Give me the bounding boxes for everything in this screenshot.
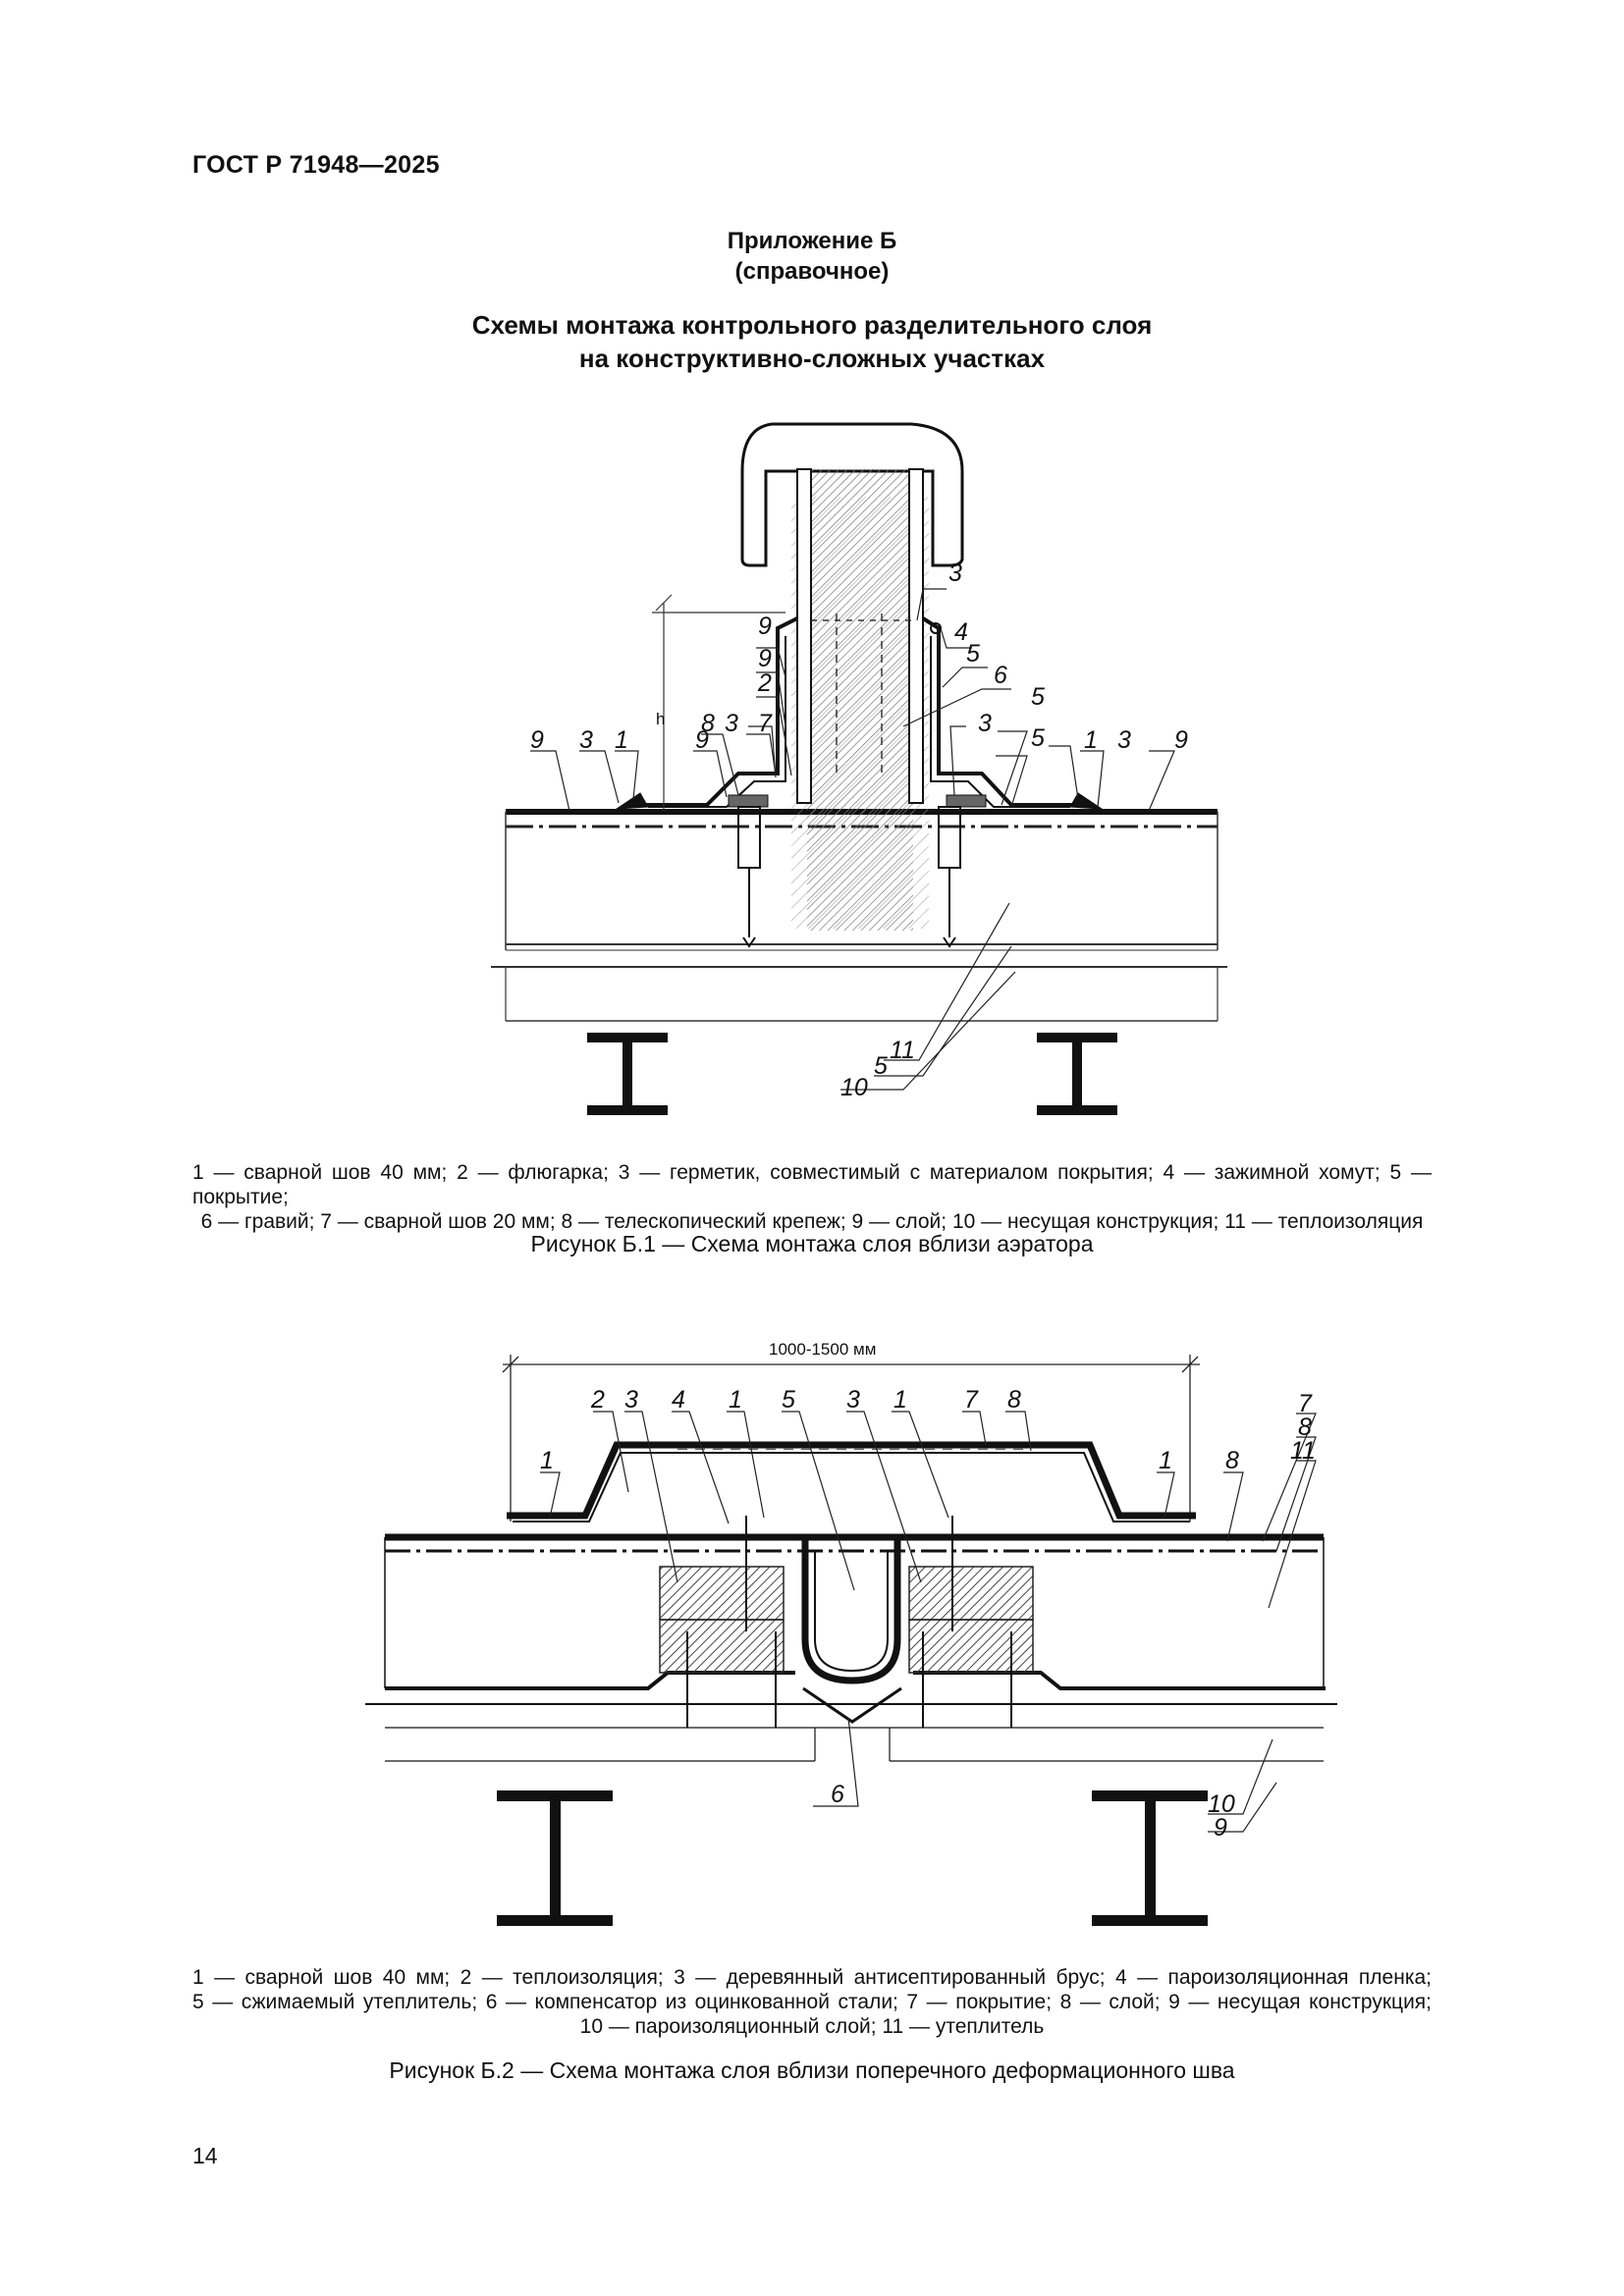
fig1-callout: 3 [948,560,962,587]
fig1-callout: 9 [758,645,772,672]
fig2-callout: 9 [1214,1814,1227,1842]
fig2-dimension-label: 1000-1500 мм [769,1340,877,1359]
fig1-callout: 8 [701,710,715,737]
fig2-i-beam-left [497,1790,613,1926]
appendix-type: (справочное) [734,258,890,285]
fig2-callout: 8 [1225,1447,1239,1474]
fig1-callout: 11 [890,1037,915,1064]
fig2-callout: 2 [591,1386,605,1414]
page-number: 14 [192,2143,218,2168]
fig1-callout: 2 [758,669,772,697]
fig1-callout: 9 [530,726,544,754]
section-title-line2: на конструктивно-сложных участках [578,344,1046,373]
fig1-callout: 10 [840,1074,868,1101]
fig2-callout: 1 [729,1386,742,1414]
fig1-callout: 3 [978,710,992,737]
fig2-callout: 6 [831,1781,844,1808]
fig2-dimension-line [503,1355,1200,1522]
fig1-callout: 1 [615,726,628,754]
fig1-callout: 5 [1031,724,1045,752]
fig2-cover [507,1445,1196,1522]
fig1-callout: 5 [966,640,980,667]
fig2-caption: Рисунок Б.2 — Схема монтажа слоя вблизи поперечного деформационного шва [389,2057,1235,2083]
fig2-callout: 7 [964,1386,978,1414]
fig1-callout: 1 [1084,726,1098,754]
fig1-callout: 9 [695,726,709,754]
fig2-callout: 11 [1290,1437,1316,1465]
fig2-timber-blocks [660,1567,1033,1673]
fig1-callout: 3 [1117,726,1131,754]
fig2-legend-line2: 5 — сжимаемый утеплитель; 6 — компенсатор из оцинкованной стали; 7 — покрытие; 8 — слой; 9 — несущая конструкция; [192,1991,1432,2013]
fig1-callout: 9 [1174,726,1188,754]
fig1-callout: 5 [1031,683,1045,711]
fig1-callout: 4 [954,618,968,646]
fig1-callout: 9 [758,613,772,640]
figure2-drawing [0,1315,1624,1904]
fig1-callout: 5 [874,1052,888,1080]
fig1-legend-line2: 6 — гравий; 7 — сварной шов 20 мм; 8 — телескопический крепеж; 9 — слой; 10 — несущая конструкция; 11 — теплоизоляция [200,1210,1424,1233]
fig2-roof-layers [365,1537,1337,1761]
fig1-i-beam-right [1037,1033,1117,1115]
fig2-compensator [803,1537,901,1722]
fig2-callout: 10 [1208,1790,1235,1818]
fig2-callout: 8 [1007,1386,1021,1414]
fig2-legend [192,1965,1432,2039]
fig2-callout: 1 [893,1386,907,1414]
fig2-callout: 3 [624,1386,638,1414]
fig1-i-beam-left [587,1033,668,1115]
fig1-caption: Рисунок Б.1 — Схема монтажа слоя вблизи аэратора [530,1231,1094,1256]
appendix-title: Приложение Б [727,228,897,254]
fig2-legend-line3: 10 — пароизоляционный слой; 11 — утеплитель [579,2015,1045,2038]
fig1-callout: 3 [579,726,593,754]
fig2-callout: 1 [540,1447,554,1474]
fig2-i-beam-right [1092,1790,1208,1926]
fig2-legend-line1: 1 — сварной шов 40 мм; 2 — теплоизоляция; 3 — деревянный антисептированный брус; 4 — пароизоляционная пленка; [192,1966,1432,1989]
fig2-callout: 4 [672,1386,685,1414]
fig2-callout: 8 [1298,1414,1312,1441]
document-id: ГОСТ Р 71948—2025 [192,151,440,179]
fig2-callout: 5 [782,1386,795,1414]
fig1-dim-label: h [656,710,666,728]
fig2-callout: 1 [1159,1447,1172,1474]
fig1-callout: 3 [725,710,738,737]
fig1-callout: 7 [758,710,772,737]
fig1-callout: 6 [994,662,1007,689]
figure1-drawing [0,0,1624,1139]
fig2-callout: 3 [846,1386,860,1414]
fig2-callout: 7 [1298,1390,1312,1417]
fig1-aerator [742,424,962,931]
fig1-legend-line1: 1 — сварной шов 40 мм; 2 — флюгарка; 3 — герметик, совместимый с материалом покрытия; 4 — зажимной хомут; 5 — покрытие; [192,1161,1432,1208]
fig1-legend [192,1160,1432,1234]
section-title-line1: Схемы монтажа контрольного разделительного слоя [471,310,1153,340]
